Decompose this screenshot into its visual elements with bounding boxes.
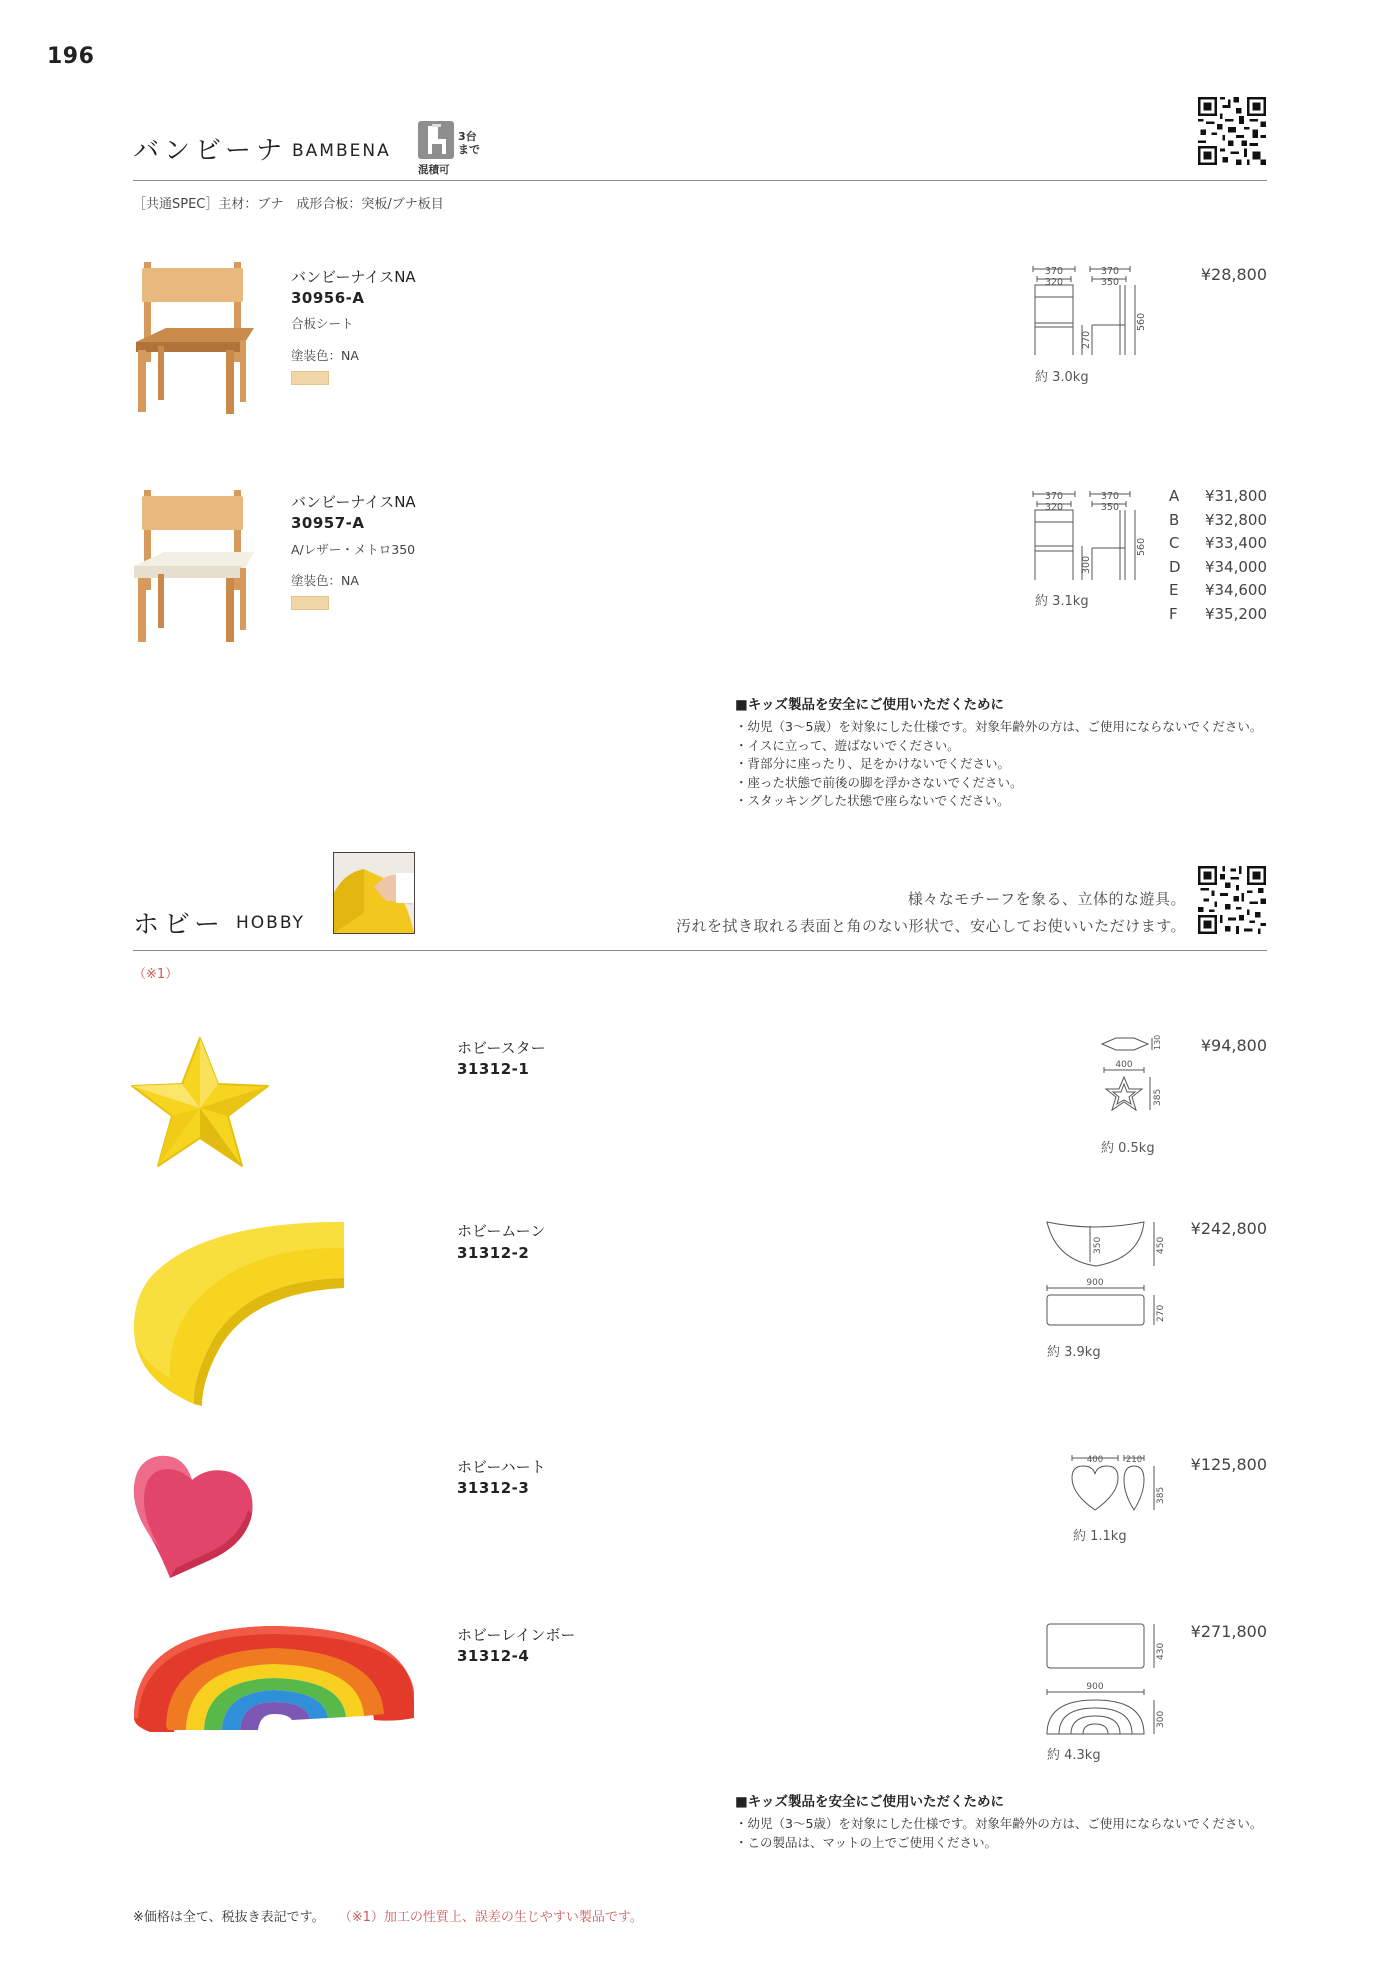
dim-t: 210 <box>1125 1455 1143 1465</box>
dim-i: 350 <box>1093 1236 1103 1254</box>
dim-h: 385 <box>1156 1486 1166 1504</box>
product-price: ¥125,800 <box>1190 1455 1267 1474</box>
bambena-title-ja: バンビーナ <box>133 136 287 166</box>
badge-label: 混積可 <box>418 164 450 176</box>
section-divider <box>133 180 1267 181</box>
footer-note <box>133 1906 643 1925</box>
dim-w: 900 <box>1086 1682 1104 1692</box>
dim-h2: 560 <box>1136 537 1147 556</box>
product-name: ホビースター <box>457 1039 546 1057</box>
hobby-title-en: HOBBY <box>236 913 305 933</box>
dim-w: 400 <box>1086 1455 1104 1465</box>
notice-line: ・スタッキングした状態で座らないでください。 <box>735 793 1010 808</box>
product-sub: A/レザー・メトロ350 <box>291 542 416 557</box>
dim-a: 370 <box>1044 266 1064 277</box>
product-name: ホビーレインボー <box>457 1626 576 1644</box>
footer-tax-note: ※価格は全て、税抜き表記です。 <box>133 1910 325 1925</box>
bambena-spec: ［共通SPEC］主材：ブナ 成形合板：突板/ブナ板目 <box>133 197 444 212</box>
color-swatch-na <box>291 596 329 610</box>
chair-image-plywood <box>128 260 258 420</box>
chair-image-leather <box>128 486 258 648</box>
product-sub: 合板シート <box>291 316 354 331</box>
product-code: 31312-4 <box>457 1647 530 1665</box>
bambena-title-en: BAMBENA <box>292 141 391 161</box>
chair-dimension-drawing <box>1030 488 1150 583</box>
product-price: ¥94,800 <box>1200 1036 1267 1055</box>
product-name: バンビーナイスNA <box>291 493 416 511</box>
grade-price-list <box>1169 487 1267 628</box>
product-price: ¥271,800 <box>1190 1622 1267 1641</box>
dim-b: 320 <box>1044 502 1064 513</box>
dim-h2: 560 <box>1136 312 1147 331</box>
section-divider <box>133 950 1267 951</box>
badge-line2: まで <box>458 143 480 156</box>
notice-line: ・座った状態で前後の脚を浮かさないでください。 <box>735 774 1023 790</box>
product-weight: 約 4.3kg <box>1047 1748 1101 1763</box>
product-weight: 約 1.1kg <box>1073 1529 1127 1544</box>
dim-c: 370 <box>1100 266 1120 277</box>
grade-row: E ¥34,600 <box>1169 581 1267 599</box>
notice-title: ■キッズ製品を安全にご使用いただくために <box>735 1794 1004 1810</box>
product-code: 30956-A <box>291 289 365 307</box>
dim-a: 370 <box>1044 491 1064 502</box>
grade-row: A ¥31,800 <box>1169 487 1267 505</box>
safety-notice <box>735 693 1262 811</box>
qr-code-icon <box>1198 866 1266 934</box>
grade-row: B ¥32,800 <box>1169 510 1267 529</box>
hobby-tagline-2: 汚れを拭き取れる表面と角のない形状で、安心してお使いいただけます。 <box>675 917 1186 935</box>
hobby-tagline-1: 様々なモチーフを象る、立体的な遊具。 <box>907 890 1186 908</box>
dim-t: 270 <box>1156 1304 1166 1322</box>
notice-line: ・イスに立って、遊ばないでください。 <box>735 737 960 753</box>
product-code: 31312-1 <box>457 1060 530 1078</box>
product-color: 塗装色：NA <box>291 573 359 588</box>
hobby-title-ja: ホビー <box>133 910 225 940</box>
product-code: 31312-2 <box>457 1244 530 1262</box>
footer-error-note: （※1）加工の性質上、誤差の生じやすい製品です。 <box>338 1910 643 1925</box>
dim-h1: 270 <box>1081 330 1092 349</box>
dim-h: 450 <box>1156 1236 1166 1254</box>
dim-t: 300 <box>1156 1710 1166 1728</box>
product-name: ホビーハート <box>457 1458 546 1476</box>
stacking-badge <box>418 121 482 176</box>
dim-w: 900 <box>1086 1278 1104 1288</box>
notice-line: ・背部分に座ったり、足をかけないでください。 <box>735 756 1011 771</box>
stacking-chair-icon <box>418 121 454 159</box>
dim-h1: 300 <box>1081 555 1092 574</box>
hobby-mark: （※1） <box>133 967 179 982</box>
product-name: ホビームーン <box>457 1222 546 1240</box>
hobby-heart-image <box>130 1452 256 1580</box>
product-weight: 約 0.5kg <box>1101 1141 1155 1156</box>
product-weight: 約 3.9kg <box>1047 1345 1101 1360</box>
dim-c: 370 <box>1100 491 1120 502</box>
qr-code-icon <box>1198 97 1266 165</box>
dim-d: 350 <box>1100 277 1120 288</box>
hobby-moon-image <box>130 1218 350 1408</box>
dim-w: 400 <box>1115 1060 1133 1070</box>
product-price: ¥28,800 <box>1200 265 1267 284</box>
grade-row: C ¥33,400 <box>1169 534 1267 552</box>
dim-d: 350 <box>1100 502 1120 513</box>
dim-h: 430 <box>1156 1642 1166 1660</box>
product-weight: 約 3.1kg <box>1035 594 1089 609</box>
hobby-rainbow-image <box>132 1622 416 1734</box>
notice-line: ・この製品は、マットの上でご使用ください。 <box>735 1834 998 1850</box>
product-code: 30957-A <box>291 514 365 532</box>
grade-row: D ¥34,000 <box>1169 557 1267 576</box>
product-code: 31312-3 <box>457 1479 530 1497</box>
badge-line1: 3台 <box>458 130 477 143</box>
notice-title: ■キッズ製品を安全にご使用いただくために <box>735 697 1004 713</box>
dim-h: 385 <box>1153 1088 1163 1106</box>
product-name: バンビーナイスNA <box>291 268 416 286</box>
safety-notice <box>735 1790 1262 1852</box>
color-swatch-na <box>291 371 329 385</box>
hobby-star-image <box>130 1034 270 1174</box>
hobby-thumbnail-image <box>333 852 415 934</box>
product-weight: 約 3.0kg <box>1035 370 1089 385</box>
product-price: ¥242,800 <box>1190 1219 1267 1238</box>
grade-row: F ¥35,200 <box>1169 604 1267 623</box>
notice-line: ・幼児（3～5歳）を対象にした仕様です。対象年齢外の方は、ご使用にならないでください。 <box>735 719 1263 734</box>
dim-t: 130 <box>1153 1034 1162 1050</box>
dim-b: 320 <box>1044 277 1064 288</box>
product-color: 塗装色：NA <box>291 348 359 363</box>
notice-line: ・幼児（3～5歳）を対象にした仕様です。対象年齢外の方は、ご使用にならないでください。 <box>735 1816 1263 1831</box>
page-number: 196 <box>47 44 95 69</box>
